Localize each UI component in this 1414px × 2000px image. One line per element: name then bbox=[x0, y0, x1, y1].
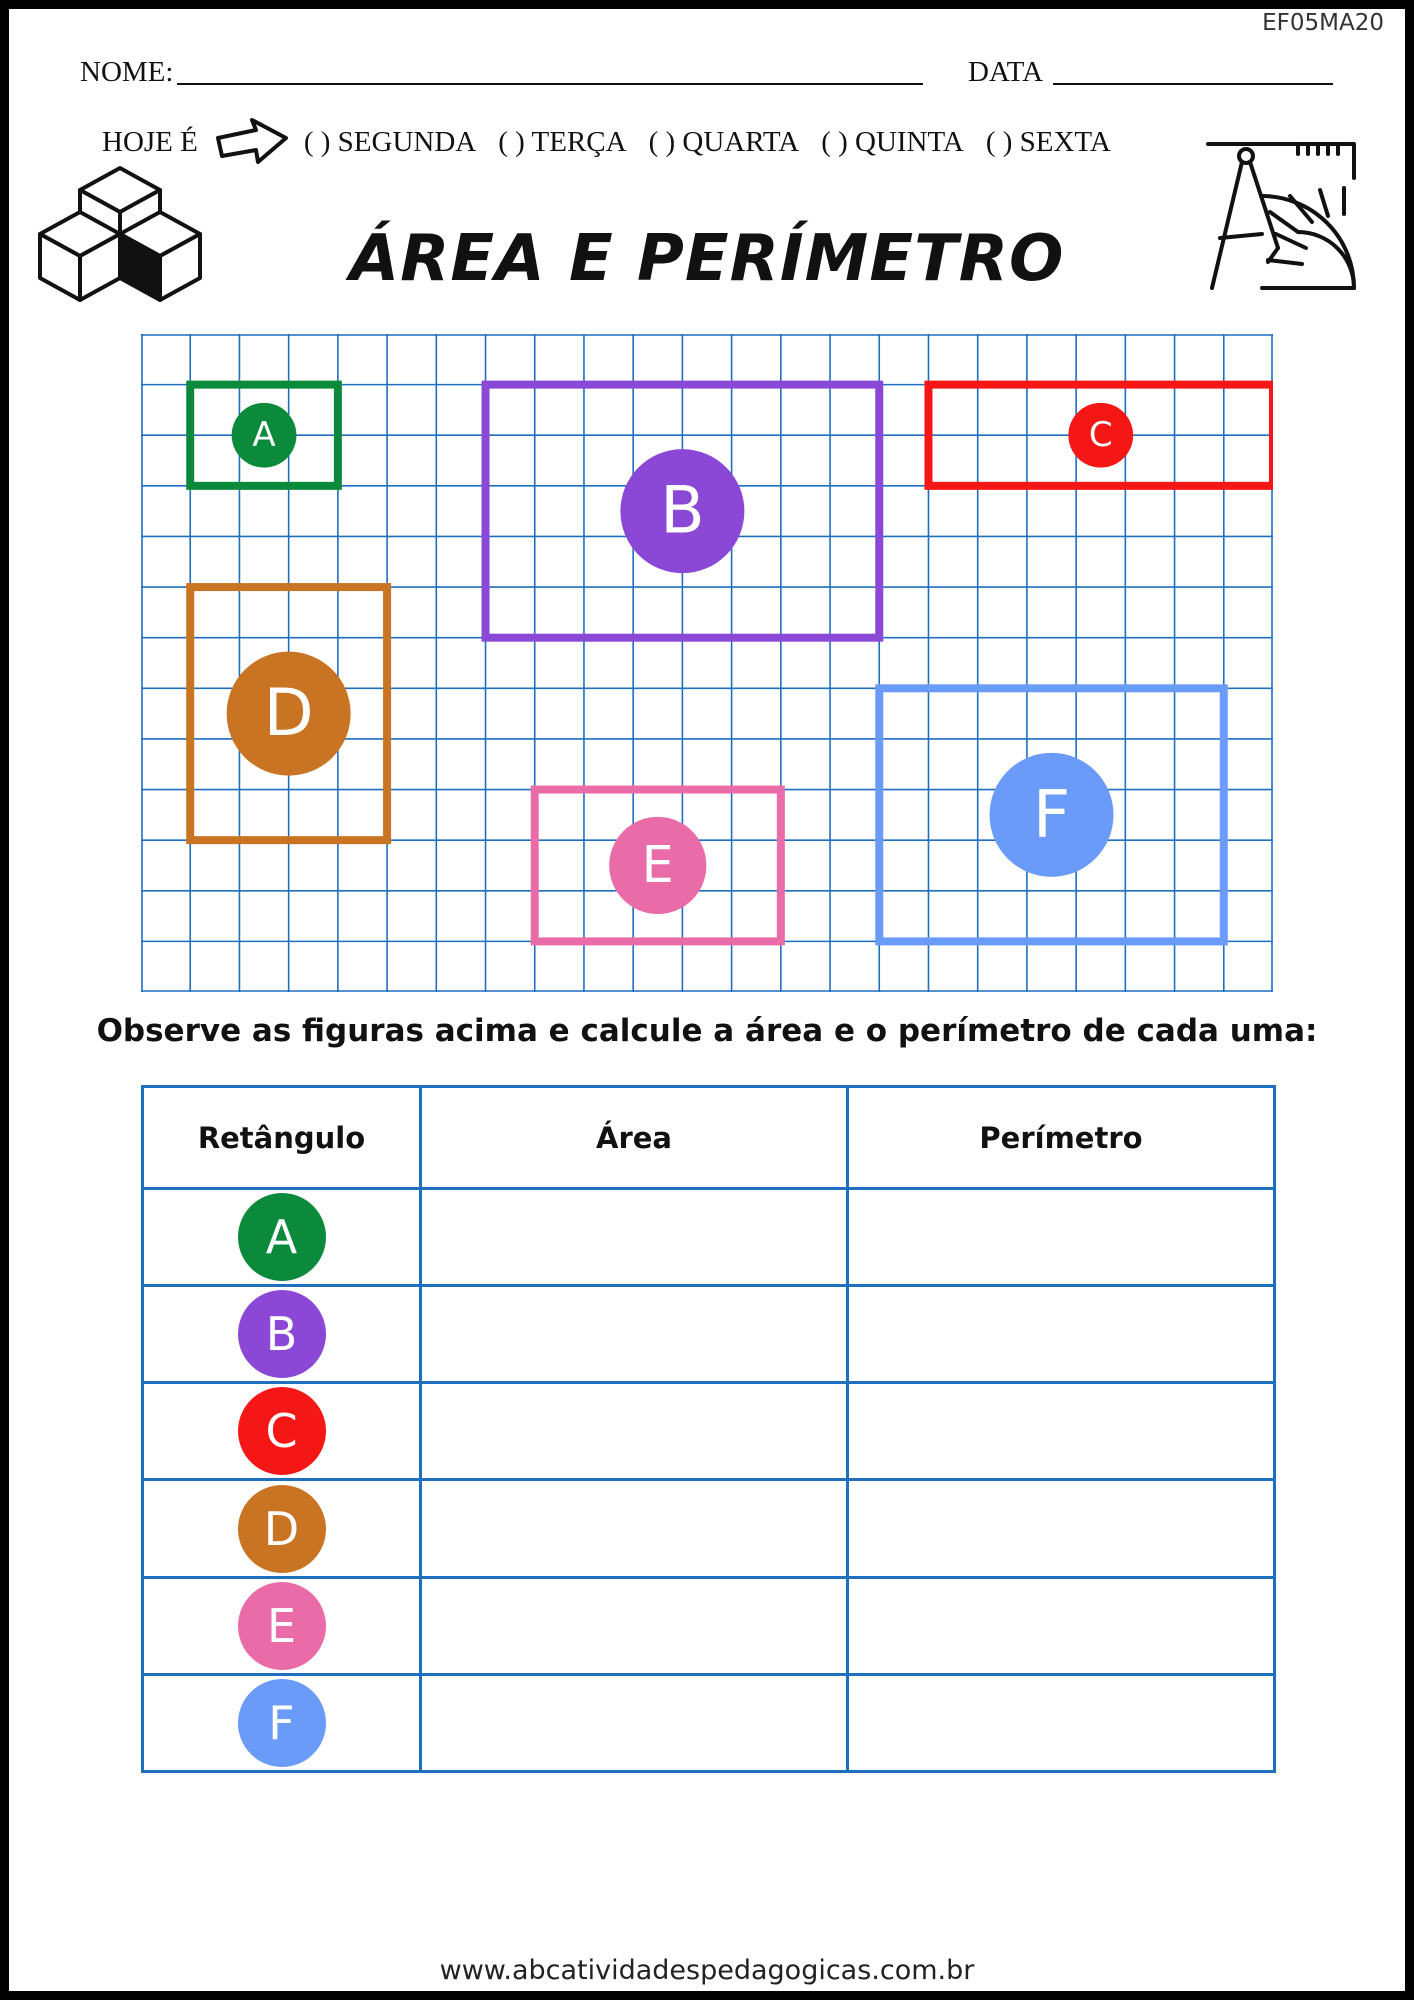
area-answer-cell[interactable] bbox=[421, 1189, 848, 1286]
rectangle-cell bbox=[143, 1674, 421, 1771]
rectangle-label-a: A bbox=[252, 415, 276, 456]
name-field[interactable] bbox=[177, 83, 923, 85]
rectangle-cell bbox=[143, 1189, 421, 1286]
page-title: ÁREA E PERÍMETRO bbox=[349, 222, 1065, 296]
table-header-row bbox=[143, 1087, 1275, 1189]
square-grid bbox=[141, 334, 1273, 992]
date-label: DATA bbox=[968, 56, 1044, 88]
rectangle-label-e: E bbox=[641, 835, 674, 895]
instruction-text: Observe as figuras acima e calcule a área e o perímetro de cada uma: bbox=[96, 1013, 1318, 1049]
perimeter-answer-cell[interactable] bbox=[848, 1189, 1275, 1286]
rectangle-badge-e: E bbox=[238, 1582, 326, 1670]
rectangle-e bbox=[535, 790, 781, 942]
table-row bbox=[143, 1674, 1275, 1771]
day-option-friday[interactable]: ( ) SEXTA bbox=[985, 125, 1111, 158]
rectangle-cell bbox=[143, 1577, 421, 1674]
rectangle-f bbox=[879, 688, 1224, 941]
weekday-row bbox=[102, 116, 1111, 168]
curriculum-code: EF05MA20 bbox=[1262, 10, 1384, 36]
table-row bbox=[143, 1189, 1275, 1286]
area-answer-cell[interactable] bbox=[421, 1674, 848, 1771]
rectangle-badge-d: D bbox=[238, 1485, 326, 1573]
rectangle-label-c: C bbox=[1088, 415, 1113, 456]
rectangle-cell bbox=[143, 1480, 421, 1577]
rectangle-cell bbox=[143, 1286, 421, 1383]
rectangle-label-b: B bbox=[660, 473, 705, 549]
date-line bbox=[968, 56, 1333, 89]
arrow-right-icon bbox=[214, 116, 290, 168]
table-row bbox=[143, 1286, 1275, 1383]
date-field[interactable] bbox=[1053, 83, 1333, 85]
area-answer-cell[interactable] bbox=[421, 1383, 848, 1480]
name-label: NOME: bbox=[80, 56, 174, 88]
perimeter-answer-cell[interactable] bbox=[848, 1577, 1275, 1674]
header-rectangle: Retângulo bbox=[143, 1087, 421, 1189]
header-area: Área bbox=[421, 1087, 848, 1189]
day-option-monday[interactable]: ( ) SEGUNDA bbox=[303, 125, 477, 158]
area-answer-cell[interactable] bbox=[421, 1480, 848, 1577]
today-label: HOJE É bbox=[102, 125, 198, 158]
rectangle-label-d: D bbox=[263, 676, 314, 752]
table-row bbox=[143, 1383, 1275, 1480]
perimeter-answer-cell[interactable] bbox=[848, 1383, 1275, 1480]
name-line bbox=[80, 56, 923, 89]
day-option-tuesday[interactable]: ( ) TERÇA bbox=[498, 125, 627, 158]
rectangle-badge-c: C bbox=[238, 1387, 326, 1475]
footer-url: www.abcatividadespedagogicas.com.br bbox=[439, 1955, 975, 1986]
area-answer-cell[interactable] bbox=[421, 1577, 848, 1674]
rectangle-label-f: F bbox=[1032, 777, 1071, 853]
table-row bbox=[143, 1577, 1275, 1674]
rectangle-badge-a: A bbox=[238, 1193, 326, 1281]
perimeter-answer-cell[interactable] bbox=[848, 1480, 1275, 1577]
perimeter-answer-cell[interactable] bbox=[848, 1674, 1275, 1771]
day-option-wednesday[interactable]: ( ) QUARTA bbox=[648, 125, 800, 158]
rectangle-cell bbox=[143, 1383, 421, 1480]
day-option-thursday[interactable]: ( ) QUINTA bbox=[821, 125, 964, 158]
grid-canvas bbox=[141, 334, 1273, 992]
area-answer-cell[interactable] bbox=[421, 1286, 848, 1383]
table-row bbox=[143, 1480, 1275, 1577]
answer-table bbox=[141, 1085, 1276, 1773]
header-perimeter: Perímetro bbox=[848, 1087, 1275, 1189]
rectangle-badge-b: B bbox=[238, 1290, 326, 1378]
perimeter-answer-cell[interactable] bbox=[848, 1286, 1275, 1383]
rectangle-badge-f: F bbox=[238, 1679, 326, 1767]
